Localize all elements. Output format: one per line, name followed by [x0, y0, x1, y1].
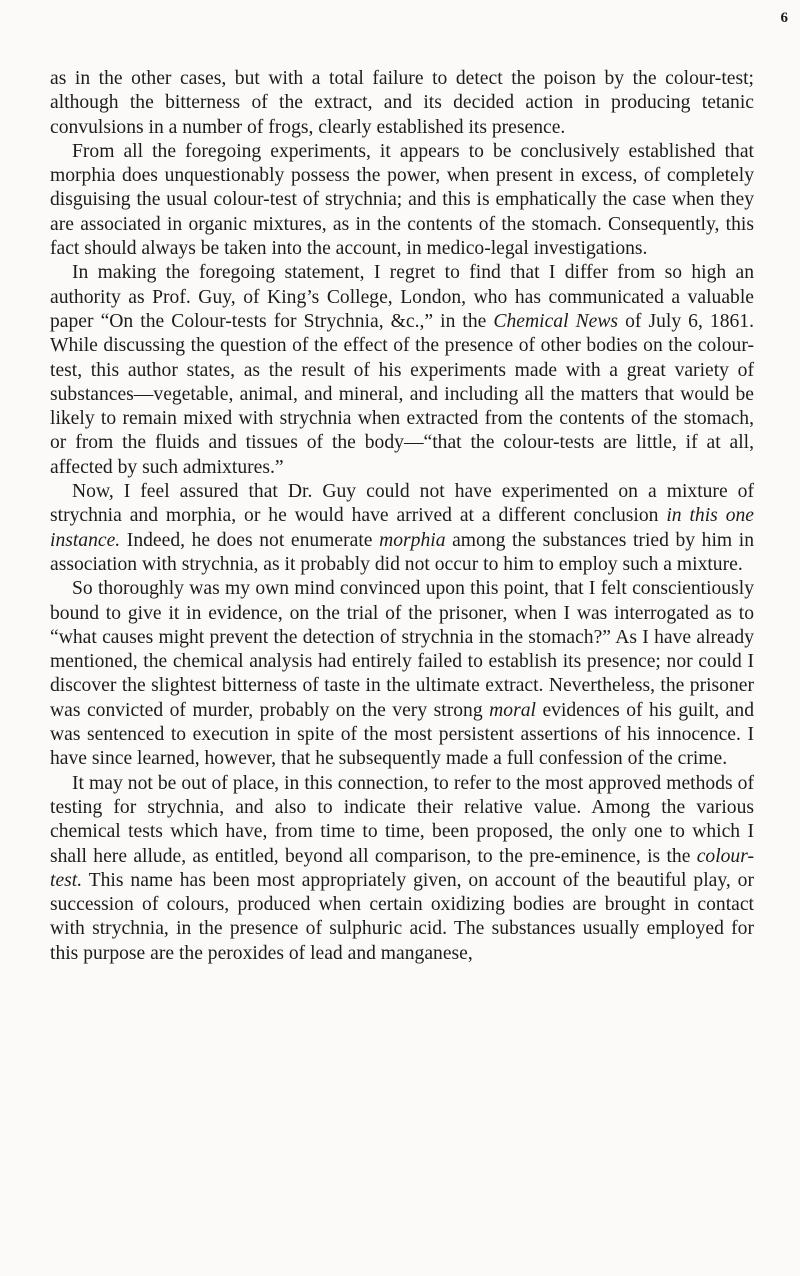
page-number: 6: [780, 10, 788, 26]
emphasis-moral: moral: [489, 699, 536, 721]
body-text: [50, 67, 754, 966]
paragraph-4-text-c: among the substances tried by him in association with strychnia, as it probably did not occur to him to employ such a mixture.: [50, 529, 755, 575]
paragraph-5: [50, 577, 754, 771]
paragraph-1: [50, 67, 754, 140]
paragraph-3-text-b: of July 6, 1861. While discussing the question of the effect of the presence of other bodies on the colour-test, this author states, as the result of his experiments made with a great variety of substances—vegetable, animal, and mineral, and including all the matters that would be likely to remain mixed with strychnia when extracted from the contents of the stomach, or from the fluids and tissues of the body—“that the colour-tests are little, if at all, affected by such admixtures.”: [50, 310, 755, 478]
journal-title: Chemical News: [493, 310, 619, 332]
paragraph-5-text-a: So thoroughly was my own mind convinced upon this point, that I felt conscientiously bound to give it in evidence, on the trial of the prisoner, when I was interrogated as to “what causes might prevent the detection of strychnia in the stomach?” As I have already mentioned, the chemical analysis had entirely failed to establish its presence; nor could I discover the slightest bitterness of taste in the ultimate extract. Nevertheless, the prisoner was convicted of murder, probably on the very strong: [50, 578, 754, 721]
paragraph-4-text-b: Indeed, he does not enumerate: [120, 529, 380, 551]
emphasis-morphia: morphia: [379, 529, 446, 551]
paragraph-3: [50, 261, 754, 480]
paragraph-3-text-a: In making the foregoing statement, I regret to find that I differ from so high an authority as Prof. Guy, of King’s College, London, who has communicated a valuable paper “On the Colour-tests for Strychnia, &c.,” in the: [50, 262, 754, 332]
paragraph-2: [50, 140, 754, 261]
paragraph-6-text-a: It may not be out of place, in this connection, to refer to the most approved methods of testing for strychnia, and also to indicate their relative value. Among the various chemical tests which have, from time to time, been proposed, the only one to which I shall here allude, as entitled, beyond all comparison, to the pre-eminence, is the: [50, 772, 754, 867]
paragraph-5-text-b: evidences of his guilt, and was sentenced to execution in spite of the most persistent assertions of his innocence. I have since learned, however, that he subsequently made a full confession of the crime.: [50, 699, 754, 770]
paragraph-4: [50, 480, 754, 577]
emphasis-instance: in this one instance.: [50, 505, 754, 551]
paragraph-6: [50, 772, 754, 966]
paragraph-1-text: as in the other cases, but with a total failure to detect the poison by the colour-test; although the bitterness of the extract, and its decided action in producing tetanic convulsions in a number of frogs, clearly established its presence.: [50, 68, 754, 138]
paragraph-4-text-a: Now, I feel assured that Dr. Guy could not have experimented on a mixture of strychnia and morphia, or he would have arrived at a different conclusion: [50, 481, 754, 527]
emphasis-colour-test: colour-test.: [50, 845, 754, 891]
paragraph-2-text: From all the foregoing experiments, it appears to be conclusively established that morphia does unquestionably possess the power, when present in excess, of completely disguising the usual colour-test of strychnia; and this is emphatically the case when they are associated in organic mixtures, as in the contents of the stomach. Consequently, this fact should always be taken into the account, in medico-legal investigations.: [50, 140, 754, 260]
paragraph-6-text-b: This name has been most appropriately given, on account of the beautiful play, or succession of colours, produced when certain oxidizing bodies are brought in contact with strychnia, in the presence of sulphuric acid. The substances usually employed for this purpose are the peroxides of lead and manganese,: [50, 869, 754, 964]
